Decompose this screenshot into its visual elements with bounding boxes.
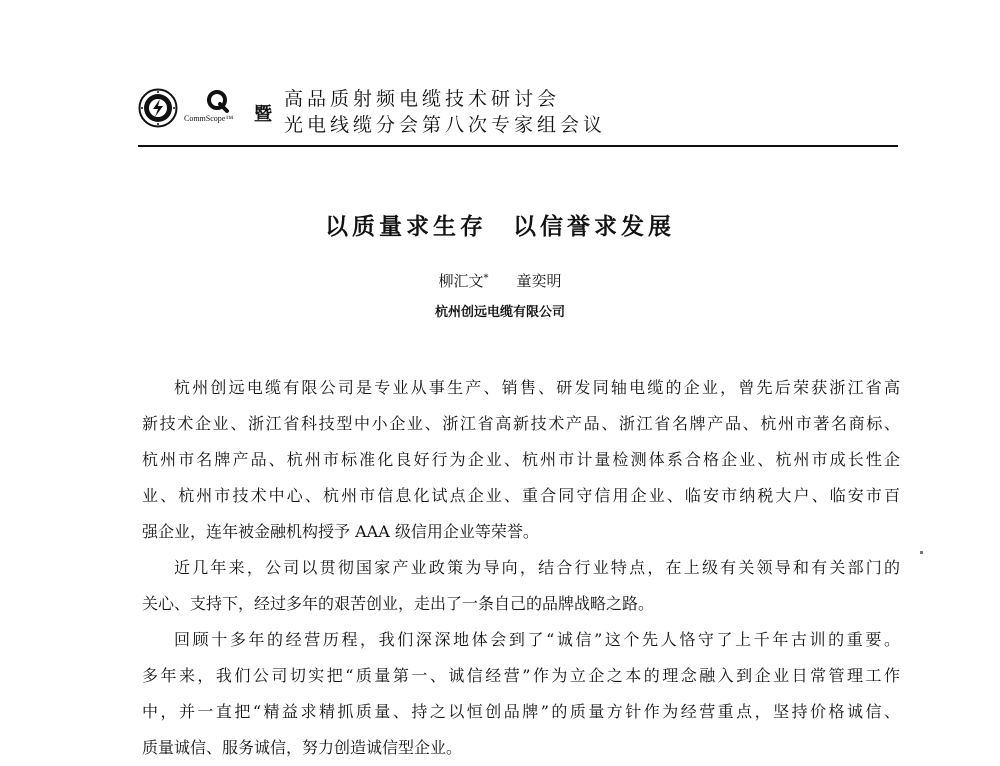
commscope-mark-icon [184,88,250,114]
society-seal-logo [138,88,178,128]
author-2: 童奕明 [516,272,562,290]
text-line: 杭州市名牌产品、杭州市标准化良好行为企业、杭州市计量检测体系合格企业、杭州市成长性企 [142,450,900,469]
text-line: 关心、支持下，经过多年的艰苦创业，走出了一条自己的品牌战略之路。 [142,594,655,613]
scan-speck [920,551,923,554]
paragraph-2 [142,550,900,622]
text-line: 多年来，我们公司切实把“质量第一、诚信经营”作为立企之本的理念融入到企业日常管理工作 [142,666,900,685]
conjunction-glyph: 暨 [254,104,272,125]
commscope-logo [184,88,250,128]
text-line: 质量诚信、服务诚信，努力创造诚信型企业。 [142,738,463,757]
text-line: 强企业，连年被金融机构授予 AAA 级信用企业等荣誉。 [142,522,539,541]
article-title [0,208,1000,241]
author-line [0,270,1000,291]
header-divider [138,145,898,147]
author-1: 柳汇文 [438,272,484,290]
corresponding-author-mark: * [483,273,489,284]
text-line: 近几年来，公司以贯彻国家产业政策为导向，结合行业特点，在上级有关领导和有关部门的 [174,558,900,577]
conference-title [284,86,606,138]
text-line: 中，并一直把“精益求精抓质量、持之以恒创品牌”的质量方针作为经营重点，坚持价格诚信、 [142,702,900,721]
text-line: 杭州创远电缆有限公司是专业从事生产、销售、研发同轴电缆的企业，曾先后荣获浙江省高 [174,378,900,397]
paragraph-3 [142,622,900,766]
commscope-brand-text: CommScope™ [184,114,234,123]
conference-title-line-1: 高品质射频电缆技术研讨会 [284,88,561,110]
text-line: 新技术企业、浙江省科技型中小企业、浙江省高新技术产品、浙江省名牌产品、杭州市著名商标、 [142,414,900,433]
text-line: 业、杭州市技术中心、杭州市信息化试点企业、重合同守信用企业、临安市纳税大户、临安市百 [142,486,900,505]
article-title-part-1: 以质量求生存 [325,214,487,240]
affiliation: 杭州创远电缆有限公司 [434,305,565,320]
conference-header [138,82,898,142]
article-title-part-2: 以信誉求发展 [513,214,675,240]
paragraph-1 [142,370,900,550]
article-body [142,370,900,766]
conference-title-line-2: 光电线缆分会第八次专家组会议 [284,114,607,136]
text-line: 回顾十多年的经营历程，我们深深地体会到了“诚信”这个先人恪守了上千年古训的重要。 [174,630,900,649]
